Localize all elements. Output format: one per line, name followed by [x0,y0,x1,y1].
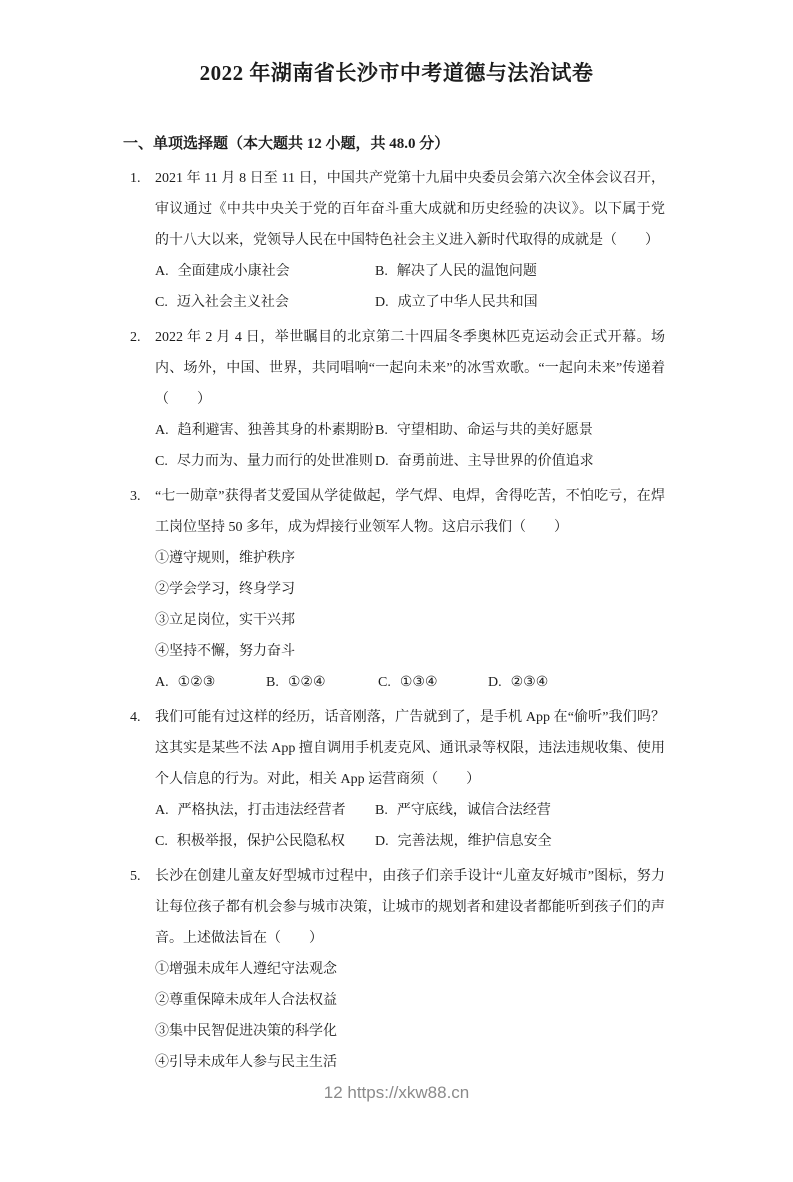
question-number: 3. [130,489,141,504]
question [123,861,665,1078]
option-d [375,287,665,318]
option-c [155,287,375,318]
option-a [155,795,375,826]
option-label: A. [155,675,169,690]
question-subitem: ①增强未成年人遵纪守法观念 [155,962,337,977]
option-label: A. [155,264,169,279]
option-c [378,667,488,698]
option-label: D. [375,295,389,310]
question-body [155,481,665,698]
option-b [375,795,665,826]
question-number: 4. [130,710,141,725]
question-stem: 长沙在创建儿童友好型城市过程中，由孩子们亲手设计“儿童友好城市”图标，努力让每位孩子都有机会参与城市决策，让城市的规划者和建设者都能听到孩子们的声音。上述做法旨在（ ） [155,869,665,946]
option-label: B. [375,423,388,438]
option-text: 迈入社会主义社会 [176,295,289,310]
question-subitem: ③集中民智促进决策的科学化 [155,1024,337,1039]
question-stem: 2022 年 2 月 4 日，举世瞩目的北京第二十四届冬季奥林匹克运动会正式开幕。场内、场外，中国、世界，共同唱响“一起向未来”的冰雪欢歌。“一起向未来”传递着（ ） [155,330,665,407]
option-b [375,415,665,446]
question-subitem: ②尊重保障未成年人合法权益 [155,993,337,1008]
question-subitem: ④坚持不懈，努力奋斗 [155,644,295,659]
exam-paper-page [0,60,793,1104]
option-b [375,256,665,287]
option-label: A. [155,423,169,438]
option-c [155,446,375,477]
option-label: A. [155,803,169,818]
footer-text: 12 https://xkw88.cn [323,1083,470,1102]
question [123,481,665,698]
question-number: 5. [130,869,141,884]
option-a [155,667,266,698]
option-label: C. [155,295,168,310]
question-subitem: ②学会学习，终身学习 [155,582,295,597]
option-label: D. [375,454,389,469]
question-stem: 我们可能有过这样的经历，话音刚落，广告就到了，是手机 App 在“偷听”我们吗？这其实是某些不法 App 擅自调用手机麦克风、通讯录等权限，违法违规收集、使用个人信息的行为。对此，相关 App 运营商须（ ） [155,710,665,787]
question [123,702,665,857]
question-stem: “七一勋章”获得者艾爱国从学徒做起，学气焊、电焊，舍得吃苦，不怕吃亏，在焊工岗位坚持 50 多年，成为焊接行业领军人物。这启示我们（ ） [155,489,665,535]
option-c [155,826,375,857]
option-d [488,667,665,698]
option-text: ①②④ [287,675,326,690]
question-number: 1. [130,171,141,186]
option-label: C. [155,834,168,849]
option-label: C. [378,675,391,690]
option-label: D. [375,834,389,849]
question-list [123,163,665,1078]
option-label: B. [266,675,279,690]
option-label: D. [488,675,502,690]
option-text: 严守底线，诚信合法经营 [396,803,551,818]
option-text: 尽力而为、量力而行的处世准则 [176,454,373,469]
option-text: 解决了人民的温饱问题 [396,264,537,279]
option-text: ②③④ [510,675,549,690]
page-title: 2022 年湖南省长沙市中考道德与法治试卷 [199,61,594,85]
option-d [375,446,665,477]
option-b [266,667,378,698]
option-text: 成立了中华人民共和国 [397,295,538,310]
option-text: ①③④ [399,675,438,690]
question-body [155,322,665,477]
question-options [155,667,665,698]
option-text: 严格执法，打击违法经营者 [177,803,346,818]
option-text: 奋勇前进、主导世界的价值追求 [397,454,594,469]
question-subitem: ③立足岗位，实干兴邦 [155,613,295,628]
option-a [155,415,375,446]
option-a [155,256,375,287]
option-label: C. [155,454,168,469]
question-number: 2. [130,330,141,345]
section-heading: 一、单项选择题（本大题共 12 小题，共 48.0 分） [123,136,450,152]
question-stem: 2021 年 11 月 8 日至 11 日，中国共产党第十九届中央委员会第六次全体会议召开，审议通过《中共中央关于党的百年奋斗重大成就和历史经验的决议》。以下属于党的十八大以来，党领导人民在中国特色社会主义进入新时代取得的成就是（ ） [155,171,665,248]
question-options [155,415,665,477]
question-subitem: ④引导未成年人参与民主生活 [155,1055,337,1070]
question-body [155,702,665,857]
option-text: 全面建成小康社会 [177,264,290,279]
question [123,322,665,477]
question-subitem: ①遵守规则，维护秩序 [155,551,295,566]
option-text: ①②③ [177,675,216,690]
question-options [155,795,665,857]
question-options [155,256,665,318]
question-subitems [155,543,665,667]
option-text: 守望相助、命运与共的美好愿景 [396,423,593,438]
question-body [155,861,665,1078]
question-body [155,163,665,318]
option-label: B. [375,803,388,818]
page-footer [0,1082,793,1104]
question-subitems [155,954,665,1078]
option-label: B. [375,264,388,279]
question [123,163,665,318]
option-text: 积极举报，保护公民隐私权 [176,834,345,849]
option-text: 完善法规，维护信息安全 [397,834,552,849]
option-d [375,826,665,857]
option-text: 趋利避害、独善其身的朴素期盼 [177,423,374,438]
